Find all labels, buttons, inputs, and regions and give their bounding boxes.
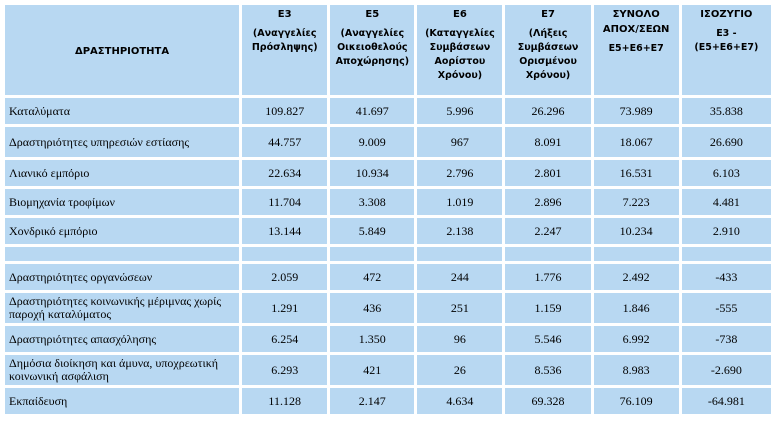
header-row <box>5 5 771 95</box>
table-cell: 2.147 <box>330 388 414 414</box>
table-row <box>5 127 771 157</box>
table-cell: 1.350 <box>330 326 414 352</box>
table-cell: 73.989 <box>594 98 679 124</box>
table-cell: 2.138 <box>417 218 502 244</box>
table-cell: 2.492 <box>594 264 679 290</box>
row-label <box>5 247 239 261</box>
table-row <box>5 218 771 244</box>
table-row <box>5 189 771 215</box>
table-cell: -2.690 <box>682 355 771 385</box>
table-cell: 244 <box>417 264 502 290</box>
table-cell: 22.634 <box>242 160 327 186</box>
column-header-e6 <box>417 5 502 95</box>
table-row <box>5 355 771 385</box>
row-label: Δραστηριότητες υπηρεσιών εστίασης <box>5 127 239 157</box>
table-cell: 8.536 <box>505 355 590 385</box>
table-cell: 5.546 <box>505 326 590 352</box>
column-header-code: ΣΥΝΟΛΟ ΑΠΟΧ/ΣΕΩΝ <box>602 9 670 35</box>
column-header-e7 <box>505 5 590 95</box>
column-header-code: Ε5 <box>365 9 380 20</box>
table-cell: 41.697 <box>330 98 414 124</box>
table-cell: 436 <box>330 293 414 323</box>
column-header-code: Ε6 <box>453 9 467 20</box>
table-cell: 2.059 <box>242 264 327 290</box>
table-cell: 2.247 <box>505 218 590 244</box>
table-cell: 1.846 <box>594 293 679 323</box>
column-header-activity <box>5 5 239 95</box>
table-cell: -433 <box>682 264 771 290</box>
table-cell <box>330 247 414 261</box>
table-container <box>2 2 774 417</box>
column-header-e3 <box>242 5 327 95</box>
table-cell: -738 <box>682 326 771 352</box>
table-cell <box>594 247 679 261</box>
column-header-desc: Ε5+Ε6+Ε7 <box>608 43 664 54</box>
table-row <box>5 160 771 186</box>
table-row <box>5 388 771 414</box>
table-cell: 26 <box>417 355 502 385</box>
table-body <box>5 98 771 414</box>
table-cell: 44.757 <box>242 127 327 157</box>
table-cell: 96 <box>417 326 502 352</box>
table-cell: 10.934 <box>330 160 414 186</box>
table-cell: 3.308 <box>330 189 414 215</box>
table-cell: 18.067 <box>594 127 679 157</box>
table-cell <box>242 247 327 261</box>
table-cell: 1.776 <box>505 264 590 290</box>
row-label: Εκπαίδευση <box>5 388 239 414</box>
column-header-total-exits <box>594 5 679 95</box>
table-cell: -555 <box>682 293 771 323</box>
table-cell: 4.481 <box>682 189 771 215</box>
table-cell: 2.801 <box>505 160 590 186</box>
table-cell: 26.296 <box>505 98 590 124</box>
table-cell: 6.293 <box>242 355 327 385</box>
column-header-code: ΙΣΟΖΥΓΙΟ <box>700 9 753 20</box>
column-header-desc: (Λήξεις Συμβάσεων Ορισμένου Χρόνου) <box>517 28 579 81</box>
column-header-e5 <box>330 5 414 95</box>
table-cell: 9.009 <box>330 127 414 157</box>
table-cell: 967 <box>417 127 502 157</box>
table-cell: 109.827 <box>242 98 327 124</box>
activity-flows-table <box>2 2 774 417</box>
column-header-desc: (Αναγγελίες Οικειοθελούς Αποχώρησης) <box>335 28 410 67</box>
table-cell: 2.796 <box>417 160 502 186</box>
table-cell: 2.910 <box>682 218 771 244</box>
table-cell: 5.849 <box>330 218 414 244</box>
row-label: Βιομηχανία τροφίμων <box>5 189 239 215</box>
row-label: Λιανικό εμπόριο <box>5 160 239 186</box>
table-cell: 8.983 <box>594 355 679 385</box>
table-row <box>5 293 771 323</box>
table-cell: 26.690 <box>682 127 771 157</box>
table-cell: 6.992 <box>594 326 679 352</box>
table-cell: 1.019 <box>417 189 502 215</box>
column-header-desc: (Καταγγελίες Συμβάσεων Αορίστου Χρόνου) <box>425 28 495 81</box>
table-cell: 76.109 <box>594 388 679 414</box>
column-header-desc: Ε3 - (Ε5+Ε6+Ε7) <box>694 28 759 53</box>
separator-row <box>5 247 771 261</box>
table-cell: 6.103 <box>682 160 771 186</box>
table-cell <box>417 247 502 261</box>
table-cell: 11.704 <box>242 189 327 215</box>
table-cell: 251 <box>417 293 502 323</box>
row-label: Καταλύματα <box>5 98 239 124</box>
table-cell: 421 <box>330 355 414 385</box>
table-cell <box>505 247 590 261</box>
table-cell: 2.896 <box>505 189 590 215</box>
table-cell: 69.328 <box>505 388 590 414</box>
table-cell: 6.254 <box>242 326 327 352</box>
table-cell: -64.981 <box>682 388 771 414</box>
table-cell <box>682 247 771 261</box>
column-header-code: ΔΡΑΣΤΗΡΙΟΤΗΤΑ <box>74 45 170 57</box>
row-label: Δραστηριότητες κοινωνικής μέριμνας χωρίς παροχή καταλύματος <box>5 293 239 323</box>
table-row <box>5 326 771 352</box>
column-header-balance <box>682 5 771 95</box>
column-header-desc: (Αναγγελίες Πρόσληψης) <box>251 28 318 53</box>
table-cell: 1.291 <box>242 293 327 323</box>
column-header-code: Ε3 <box>277 9 292 20</box>
table-cell: 16.531 <box>594 160 679 186</box>
table-cell: 1.159 <box>505 293 590 323</box>
row-label: Χονδρικό εμπόριο <box>5 218 239 244</box>
table-cell: 5.996 <box>417 98 502 124</box>
table-row <box>5 264 771 290</box>
table-cell: 11.128 <box>242 388 327 414</box>
row-label: Δραστηριότητες απασχόλησης <box>5 326 239 352</box>
table-cell: 7.223 <box>594 189 679 215</box>
row-label: Δραστηριότητες οργανώσεων <box>5 264 239 290</box>
table-cell: 472 <box>330 264 414 290</box>
column-header-code: Ε7 <box>541 9 555 20</box>
row-label: Δημόσια διοίκηση και άμυνα, υποχρεωτική κοινωνική ασφάλιση <box>5 355 239 385</box>
table-cell: 35.838 <box>682 98 771 124</box>
table-cell: 8.091 <box>505 127 590 157</box>
table-row <box>5 98 771 124</box>
table-cell: 4.634 <box>417 388 502 414</box>
table-cell: 10.234 <box>594 218 679 244</box>
table-cell: 13.144 <box>242 218 327 244</box>
